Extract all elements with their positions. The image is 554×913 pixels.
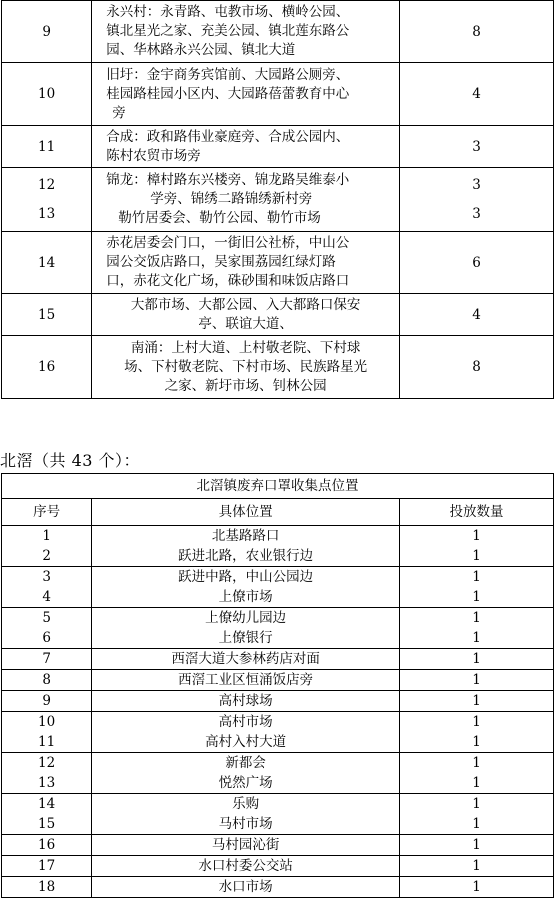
table-row	[2, 814, 554, 835]
location-cell: 上僚幼儿园边	[92, 608, 400, 629]
location-cell: 北基路路口	[92, 526, 400, 547]
count-cell: 1	[400, 526, 554, 547]
table-row	[2, 794, 554, 815]
location-cell: 合成：政和路伟业豪庭旁、合成公园内、 陈村农贸市场旁	[92, 126, 400, 168]
location-cell: 跃进中路，中山公园边	[92, 567, 400, 588]
location-cell: 马村市场	[92, 814, 400, 835]
table-row	[2, 856, 554, 877]
table-row	[2, 526, 554, 547]
location-cell: 大都市场、大都公园、入大都路口保安 亭、联谊大道、	[92, 294, 400, 336]
count-cell: 1	[400, 773, 554, 794]
row-number: 11	[2, 732, 92, 753]
count-cell: 3	[400, 126, 554, 168]
location-cell: 水口村委公交站	[92, 856, 400, 877]
row-number: 10	[2, 63, 92, 126]
row-number-pair: 12 13	[2, 168, 92, 232]
count-cell: 6	[400, 232, 554, 294]
count-cell: 8	[400, 336, 554, 399]
count-cell: 4	[400, 294, 554, 336]
count-cell: 1	[400, 794, 554, 815]
upper-table-body	[2, 1, 554, 399]
count-cell: 1	[400, 567, 554, 588]
row-number: 5	[2, 608, 92, 629]
table-row	[2, 587, 554, 608]
location-cell: 马村园沁街	[92, 835, 400, 856]
beijiao-collection-table	[1, 473, 554, 898]
location-cell: 水口市场	[92, 877, 400, 898]
table-row	[2, 712, 554, 733]
upper-location-table	[1, 0, 554, 399]
location-cell: 旧圩：金宇商务宾馆前、大园路公厕旁、 桂园路桂园小区内、大园路蓓蕾教育中心 旁	[92, 63, 400, 126]
table-head	[2, 474, 554, 526]
table-row	[2, 835, 554, 856]
location-cell: 高村市场	[92, 712, 400, 733]
location-cell: 赤花居委会门口，一街旧公社桥，中山公 园公交饭店路口，吴家围荔园红绿灯路 口，赤花文化广场，硃砂围和味饭店路口	[92, 232, 400, 294]
header-row	[2, 499, 554, 526]
location-cell: 南涌：上村大道、上村敬老院、下村球 场、下村敬老院、下村市场、民族路星光 之家、新圩市场、钊林公园	[92, 336, 400, 399]
table-row	[2, 567, 554, 588]
table-row	[2, 649, 554, 670]
row-number: 18	[2, 877, 92, 898]
count-cell: 1	[400, 814, 554, 835]
row-number: 15	[2, 814, 92, 835]
table-row	[2, 126, 554, 168]
location-cell: 悦然广场	[92, 773, 400, 794]
table-title-row	[2, 474, 554, 499]
location-cell: 跃进北路，农业银行边	[92, 546, 400, 567]
row-number: 16	[2, 835, 92, 856]
location-cell: 高村入村大道	[92, 732, 400, 753]
count-cell: 1	[400, 753, 554, 774]
table-body	[2, 526, 554, 898]
count-cell: 1	[400, 856, 554, 877]
table-row	[2, 1, 554, 63]
row-number: 9	[2, 1, 92, 63]
row-number: 1	[2, 526, 92, 547]
row-number: 17	[2, 856, 92, 877]
location-cell: 西滘工业区恒涌饭店旁	[92, 670, 400, 691]
location-cell: 上僚市场	[92, 587, 400, 608]
row-number: 12	[2, 753, 92, 774]
location-cell: 乐购	[92, 794, 400, 815]
location-cell: 新都会	[92, 753, 400, 774]
table-row	[2, 63, 554, 126]
count-cell: 1	[400, 587, 554, 608]
row-number: 2	[2, 546, 92, 567]
row-number: 8	[2, 670, 92, 691]
table-row	[2, 608, 554, 629]
row-number: 15	[2, 294, 92, 336]
row-number: 13	[2, 773, 92, 794]
row-number: 9	[2, 691, 92, 712]
count-cell: 1	[400, 835, 554, 856]
location-cell: 上僚银行	[92, 628, 400, 649]
row-number: 11	[2, 126, 92, 168]
header-count: 投放数量	[400, 499, 554, 526]
table-row	[2, 168, 554, 232]
count-cell: 1	[400, 546, 554, 567]
table-row	[2, 691, 554, 712]
table-row	[2, 232, 554, 294]
row-number: 7	[2, 649, 92, 670]
row-number: 10	[2, 712, 92, 733]
location-cell: 锦龙：樟村路东兴楼旁、锦龙路吴维泰小 学旁、锦绣二路锦绣新村旁 勒竹居委会、勒竹公园、勒竹市场	[92, 168, 400, 232]
location-cell: 永兴村：永青路、屯教市场、横岭公园、 镇北星光之家、充美公园、镇北莲东路公 园、华林路永兴公园、镇北大道	[92, 1, 400, 63]
count-cell: 1	[400, 732, 554, 753]
row-number: 6	[2, 628, 92, 649]
location-cell: 高村球场	[92, 691, 400, 712]
table-row	[2, 732, 554, 753]
location-cell: 西滘大道大参林药店对面	[92, 649, 400, 670]
table-row	[2, 877, 554, 898]
count-cell: 1	[400, 649, 554, 670]
count-cell: 1	[400, 691, 554, 712]
count-cell: 8	[400, 1, 554, 63]
row-number: 14	[2, 232, 92, 294]
count-cell: 1	[400, 877, 554, 898]
table-row	[2, 546, 554, 567]
row-number: 16	[2, 336, 92, 399]
table-title: 北滘镇废弃口罩收集点位置	[2, 474, 554, 499]
table-row	[2, 773, 554, 794]
header-location: 具体位置	[92, 499, 400, 526]
count-cell-pair: 3 3	[400, 168, 554, 232]
count-cell: 1	[400, 670, 554, 691]
count-cell: 1	[400, 712, 554, 733]
row-number: 14	[2, 794, 92, 815]
table-row	[2, 336, 554, 399]
table-row	[2, 294, 554, 336]
row-number: 3	[2, 567, 92, 588]
table-row	[2, 628, 554, 649]
header-no: 序号	[2, 499, 92, 526]
section-heading: 北滘（共 43 个）：	[0, 451, 141, 470]
count-cell: 1	[400, 608, 554, 629]
row-number: 4	[2, 587, 92, 608]
table-row	[2, 670, 554, 691]
table-row	[2, 753, 554, 774]
count-cell: 4	[400, 63, 554, 126]
count-cell: 1	[400, 628, 554, 649]
